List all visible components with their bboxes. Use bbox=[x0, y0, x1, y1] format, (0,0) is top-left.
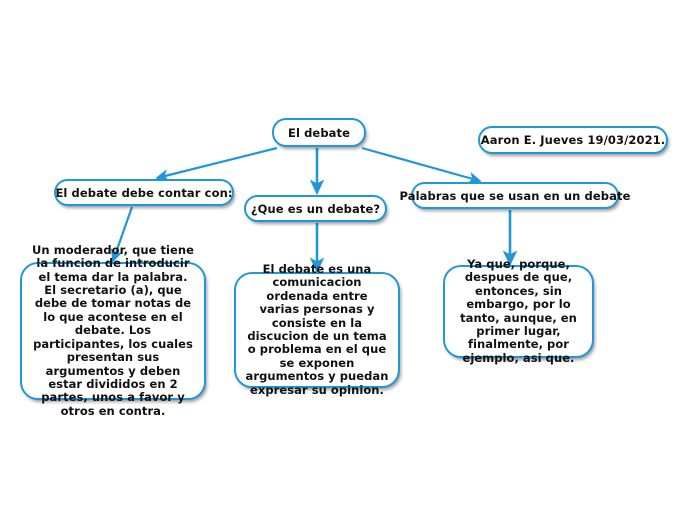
detail-node-text-3: Ya que, porque, despues de que, entonces, sin embargo, por lo tanto, aunque, en primer lugar, finalmente, por ejemplo, asi que. bbox=[460, 256, 577, 365]
branch-node-label-1: El debate debe contar con: bbox=[55, 185, 233, 200]
detail-node-requisitos[interactable] bbox=[20, 242, 206, 418]
branch-node-label-2: ¿Que es un debate? bbox=[250, 201, 381, 216]
author-date-node[interactable] bbox=[478, 126, 668, 154]
branch-node-requisitos[interactable] bbox=[54, 179, 234, 206]
root-node-label: El debate bbox=[287, 125, 351, 140]
branch-node-definicion[interactable] bbox=[244, 195, 387, 222]
connector-root-to-branch-1 bbox=[157, 148, 277, 178]
detail-node-text-2: El debate es una comunicacion ordenada entre varias personas y consiste en la discucion de un tema o problema en el que se exponen argumentos y puedan expresar su opinion. bbox=[245, 261, 389, 397]
connector-root-to-branch-3 bbox=[362, 148, 480, 181]
detail-node-text-1: Un moderador, que tiene la funcion de introducir el tema dar la palabra. El secretario (a), que debe de tomar notas de lo que acontese en el debate. Los participantes, los cuales presentan sus argumentos y deben estar divididos en 2 partes, unos a favor y otros en contra. bbox=[32, 242, 194, 418]
branch-node-palabras[interactable] bbox=[399, 182, 631, 209]
author-date-label: Aaron E. Jueves 19/03/2021. bbox=[480, 133, 666, 147]
detail-node-palabras[interactable] bbox=[443, 256, 594, 365]
detail-node-definicion[interactable] bbox=[234, 261, 400, 397]
branch-node-label-3: Palabras que se usan en un debate bbox=[399, 188, 631, 203]
root-node-el-debate[interactable] bbox=[272, 118, 366, 147]
